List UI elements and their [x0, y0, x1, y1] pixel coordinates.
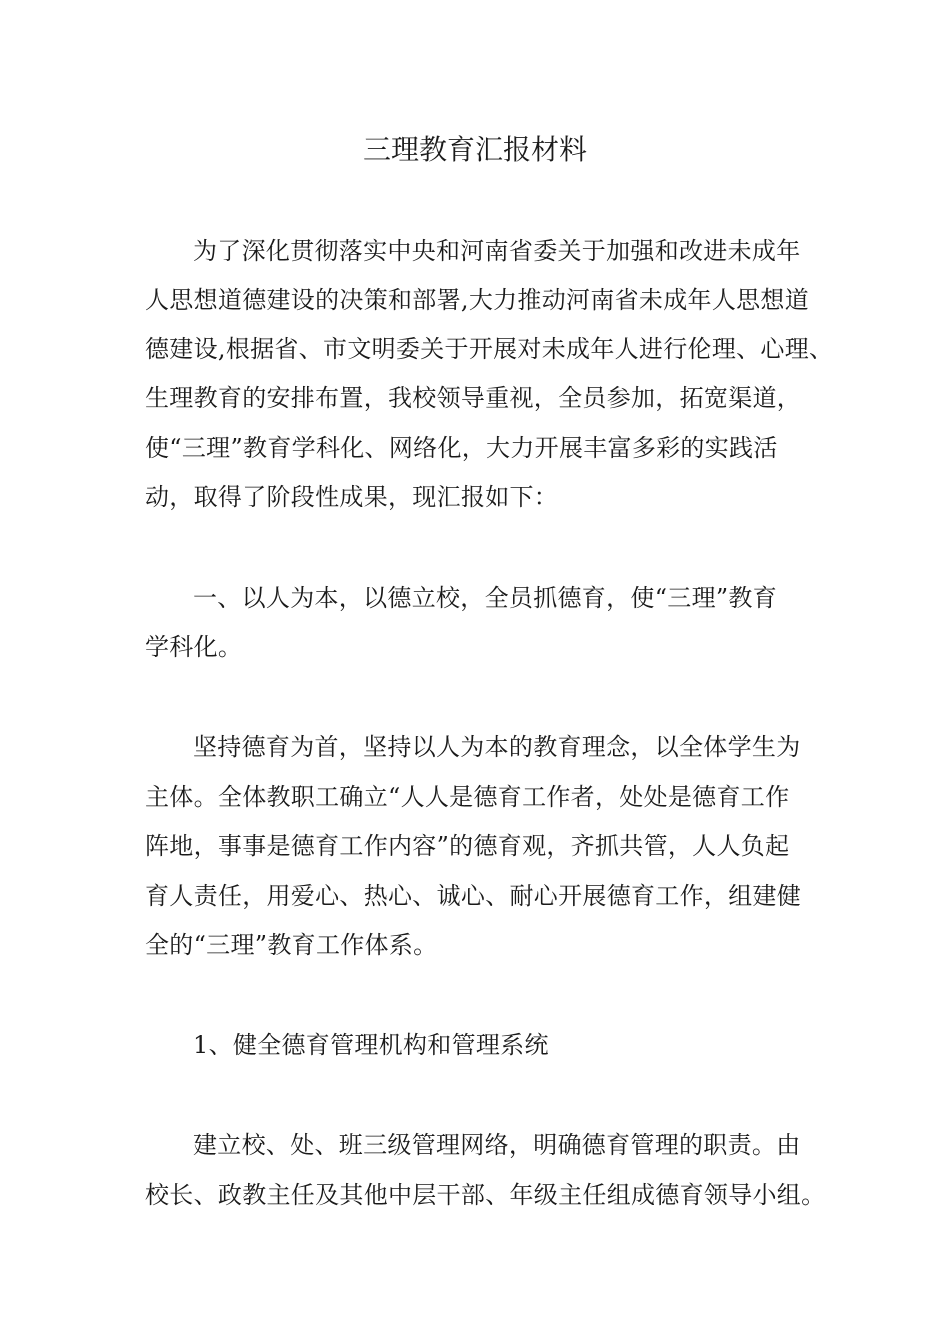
section-heading-1-line-1: 一、以人为本，以德立校，全员抓德育，使“三理”教育: [193, 584, 778, 612]
paragraph-5-line-1: 建立校、处、班三级管理网络，明确德育管理的职责。由: [193, 1131, 801, 1159]
paragraph-3-line-3: 阵地，事事是德育工作内容”的德育观，齐抓共管，人人负起: [145, 832, 790, 860]
section-heading-1-line-2: 学科化。: [145, 633, 243, 661]
paragraph-3-line-2: 主体。全体教职工确立“人人是德育工作者，处处是德育工作: [145, 783, 790, 811]
paragraph-5-line-2: 校长、政教主任及其他中层干部、年级主任组成德育领导小组。: [145, 1181, 826, 1209]
paragraph-3-line-1: 坚持德育为首，坚持以人为本的教育理念，以全体学生为: [193, 733, 801, 761]
document-title: 三理教育汇报材料: [362, 133, 587, 166]
paragraph-1-line-5: 使“三理”教育学科化、网络化，大力开展丰富多彩的实践活: [145, 434, 778, 462]
subsection-heading-1: 1、健全德育管理机构和管理系统: [193, 1031, 549, 1059]
paragraph-1-line-1: 为了深化贯彻落实中央和河南省委关于加强和改进未成年: [193, 237, 801, 265]
paragraph-1-line-6: 动，取得了阶段性成果，现汇报如下：: [145, 483, 559, 511]
paragraph-1-line-2: 人思想道德建设的决策和部署,大力推动河南省未成年人思想道: [145, 286, 810, 314]
paragraph-1-line-4: 生理教育的安排布置，我校领导重视，全员参加，拓宽渠道，: [145, 384, 802, 412]
paragraph-1-line-3: 德建设,根据省、市文明委关于开展对未成年人进行伦理、心理、: [145, 335, 834, 363]
paragraph-3-line-5: 全的“三理”教育工作体系。: [145, 931, 438, 959]
paragraph-3-line-4: 育人责任，用爱心、热心、诚心、耐心开展德育工作，组建健: [145, 882, 802, 910]
